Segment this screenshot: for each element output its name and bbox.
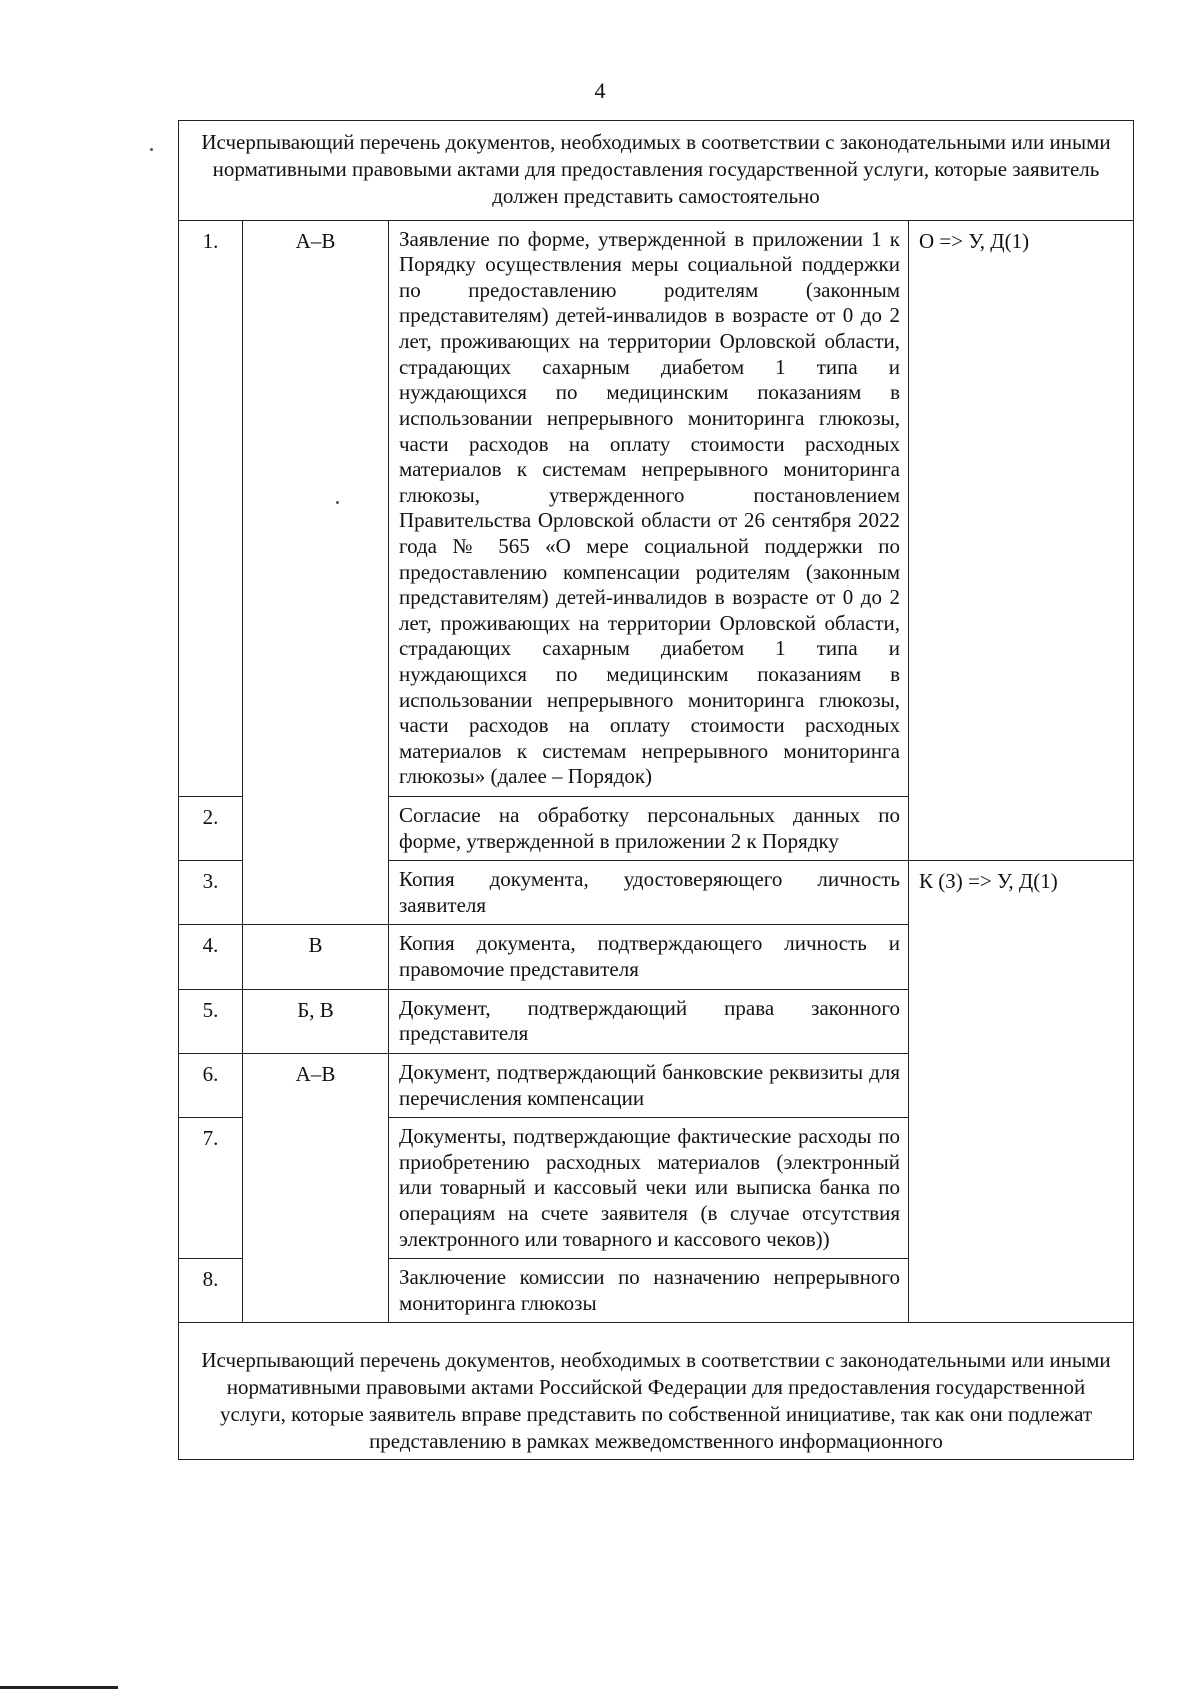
section-header: Исчерпывающий перечень документов, необходимых в соответствии с законодательными или иными нормативными правовыми актами для предоставления государственной услуги, которые заявитель должен представить самостоятельно <box>179 121 1134 221</box>
applicant-category <box>243 861 389 925</box>
applicant-category: Б, В <box>243 989 389 1053</box>
table-row <box>179 925 1134 989</box>
row-number: 2. <box>179 797 243 861</box>
document-name: Заключение комиссии по назначению непрерывного мониторинга глюкозы <box>389 1259 909 1323</box>
section-footer-row <box>179 1323 1134 1460</box>
row-number: 1. <box>179 220 243 796</box>
table-row <box>179 1053 1134 1117</box>
submission-form <box>909 797 1134 861</box>
document-name: Копия документа, удостоверяющего личность заявителя <box>389 861 909 925</box>
applicant-category: В <box>243 925 389 989</box>
row-number: 4. <box>179 925 243 989</box>
section-header-row <box>179 121 1134 221</box>
applicant-category <box>243 1259 389 1323</box>
document-name: Документы, подтверждающие фактические расходы по приобретению расходных материалов (электронный или товарный и кассовый чеки или выписка банка по операциям на счете заявителя (в случае отсутствия электронного или товарного и кассового чеков)) <box>389 1118 909 1259</box>
applicant-category: А–В <box>243 220 389 796</box>
submission-form: О => У, Д(1) <box>909 220 1134 796</box>
row-number: 8. <box>179 1259 243 1323</box>
scan-speck <box>336 501 339 504</box>
table-row <box>179 989 1134 1053</box>
submission-form <box>909 1259 1134 1323</box>
row-number: 7. <box>179 1118 243 1259</box>
submission-form <box>909 1053 1134 1117</box>
applicant-category <box>243 1118 389 1259</box>
document-name: Документ, подтверждающий банковские реквизиты для перечисления компенсации <box>389 1053 909 1117</box>
row-number: 6. <box>179 1053 243 1117</box>
table-row <box>179 1259 1134 1323</box>
page-number: 4 <box>594 78 606 103</box>
table-row <box>179 1118 1134 1259</box>
row-number: 5. <box>179 989 243 1053</box>
row-number: 3. <box>179 861 243 925</box>
applicant-category <box>243 797 389 861</box>
table-row <box>179 861 1134 925</box>
scan-speck <box>150 148 153 151</box>
documents-table <box>178 120 1134 1460</box>
table-row <box>179 797 1134 861</box>
documents-table-frame <box>178 120 1134 1460</box>
scan-edge-mark <box>0 1686 118 1689</box>
table-row <box>179 220 1134 796</box>
submission-form <box>909 925 1134 989</box>
document-name: Копия документа, подтверждающего личность и правомочие представителя <box>389 925 909 989</box>
submission-form: К (З) => У, Д(1) <box>909 861 1134 925</box>
document-name: Документ, подтверждающий права законного представителя <box>389 989 909 1053</box>
document-name: Заявление по форме, утвержденной в приложении 1 к Порядку осуществления меры социальной поддержки по предоставлению родителям (законным представителям) детей-инвалидов в возрасте от 0 до 2 лет, проживающих на территории Орловской области, страдающих сахарным диабетом 1 типа и нуждающихся по медицинским показаниям в использовании непрерывного мониторинга глюкозы, части расходов на оплату стоимости расходных материалов к системам непрерывного мониторинга глюкозы, утвержденного постановлением Правительства Орловской области от 26 сентября 2022 года № 565 «О мере социальной поддержки по предоставлению компенсации родителям (законным представителям) детей-инвалидов в возрасте от 0 до 2 лет, проживающих на территории Орловской области, страдающих сахарным диабетом 1 типа и нуждающихся по медицинским показаниям в использовании непрерывного мониторинга глюкозы, части расходов на оплату стоимости расходных материалов к системам непрерывного мониторинга глюкозы» (далее – Порядок) <box>389 220 909 796</box>
submission-form <box>909 1118 1134 1259</box>
document-name: Согласие на обработку персональных данных по форме, утвержденной в приложении 2 к Порядку <box>389 797 909 861</box>
submission-form <box>909 989 1134 1053</box>
applicant-category: А–В <box>243 1053 389 1117</box>
section-footer: Исчерпывающий перечень документов, необходимых в соответствии с законодательными или иными нормативными правовыми актами Российской Федерации для предоставления государственной услуги, которые заявитель вправе представить по собственной инициативе, так как они подлежат представлению в рамках межведомственного информационного <box>179 1323 1134 1460</box>
